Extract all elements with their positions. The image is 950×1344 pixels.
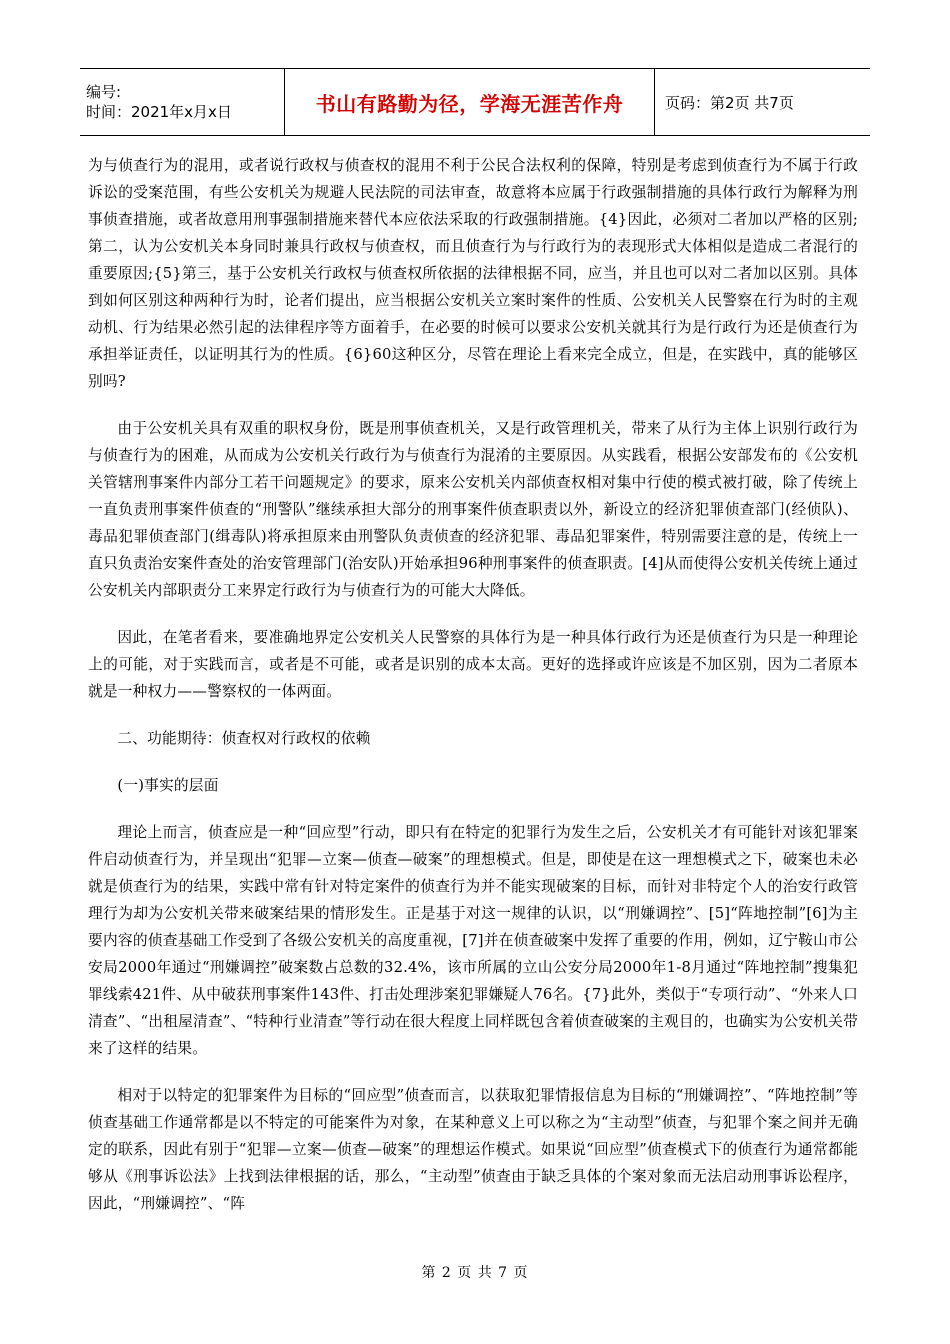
paragraph: 相对于以特定的犯罪案件为目标的“回应型”侦查而言，以获取犯罪情报信息为目标的“刑嫌调控”、“阵地控制”等侦查基础工作通常都是以不特定的可能案件为对象，在某种意义上可以称之为“主动型”侦查，与犯罪个案之间并无确定的联系，因此有别于“犯罪—立案—侦查—破案”的理想运作模式。如果说“回应型”侦查模式下的侦查行为通常都能够从《刑事诉讼法》上找到法律根据的话，那么，“主动型”侦查由于缺乏具体的个案对象而无法启动刑事诉讼程序，因此，“刑嫌调控”、“阵 <box>88 1087 858 1212</box>
header-page-label: 页码：第2页 共7页 <box>665 93 794 112</box>
document-body <box>88 152 858 1237</box>
header-page-cell <box>655 69 870 135</box>
paragraph: 由于公安机关具有双重的职权身份，既是刑事侦查机关，又是行政管理机关，带来了从行为主体上识别行政行为与侦查行为的困难，从而成为公安机关行政行为与侦查行为混淆的主要原因。从实践看，根据公安部发布的《公安机关管辖刑事案件内部分工若干问题规定》的要求，原来公安机关内部侦查权相对集中行使的模式被打破，除了传统上一直负责刑事案件侦查的“刑警队”继续承担大部分的刑事案件侦查职责以外，新设立的经济犯罪侦查部门(经侦队)、毒品犯罪侦查部门(缉毒队)将承担原来由刑警队负责侦查的经济犯罪、毒品犯罪案件，特别需要注意的是，传统上一直只负责治安案件查处的治安管理部门(治安队)开始承担96种刑事案件的侦查职责。[4]从而使得公安机关传统上通过公安机关内部职责分工来界定行政行为与侦查行为的可能大大降低。 <box>88 420 858 599</box>
paragraph: 为与侦查行为的混用，或者说行政权与侦查权的混用不利于公民合法权利的保障，特别是考虑到侦查行为不属于行政诉讼的受案范围，有些公安机关为规避人民法院的司法审查，故意将本应属于行政强制措施的具体行政行为解释为刑事侦查措施，或者故意用刑事强制措施来替代本应依法采取的行政强制措施。{4}因此，必须对二者加以严格的区别;第二，认为公安机关本身同时兼具行政权与侦查权，而且侦查行为与行政行为的表现形式大体相似是造成二者混行的重要原因;{5}第三，基于公安机关行政权与侦查权所依据的法律根据不同，应当，并且也可以对二者加以区别。具体到如何区别这种两种行为时，论者们提出，应当根据公安机关立案时案件的性质、公安机关人民警察在行为时的主观动机、行为结果必然引起的法律程序等方面着手，在必要的时候可以要求公安机关就其行为是行政行为还是侦查行为承担举证责任，以证明其行为的性质。{6}60这种区分，尽管在理论上看来完全成立，但是，在实践中，真的能够区别吗? <box>88 157 858 390</box>
header-meta <box>80 69 285 135</box>
paragraph: 因此，在笔者看来，要准确地界定公安机关人民警察的具体行为是一种具体行政行为还是侦查行为只是一种理论上的可能，对于实践而言，或者是不可能，或者是识别的成本太高。更好的选择或许应该是不加区别，因为二者原本就是一种权力——警察权的一体两面。 <box>88 629 858 700</box>
header-motto-cell <box>285 69 655 135</box>
subsection-heading: (一)事实的层面 <box>117 777 219 794</box>
header-motto: 书山有路勤为径，学海无涯苦作舟 <box>315 91 624 116</box>
document-time-label: 时间：2021年x月x日 <box>86 103 232 121</box>
section-heading: 二、功能期待：侦查权对行政权的依赖 <box>117 730 371 747</box>
page-header <box>80 68 870 136</box>
paragraph: 理论上而言，侦查应是一种“回应型”行动，即只有在特定的犯罪行为发生之后，公安机关才有可能针对该犯罪案件启动侦查行为，并呈现出“犯罪—立案—侦查—破案”的理想模式。但是，即使是在这一理想模式之下，破案也未必就是侦查行为的结果，实践中常有针对特定案件的侦查行为并不能实现破案的目标，而针对非特定个人的治安行政管理行为却为公安机关带来破案结果的情形发生。正是基于对这一规律的认识，以“刑嫌调控”、[5]“阵地控制”[6]为主要内容的侦查基础工作受到了各级公安机关的高度重视，[7]并在侦查破案中发挥了重要的作用，例如，辽宁鞍山市公安局2000年通过“刑嫌调控”破案数占总数的32.4%，该市所属的立山公安分局2000年1-8月通过“阵地控制”搜集犯罪线索421件、从中破获刑事案件143件、打击处理涉案犯罪嫌疑人76名。{7}此外，类似于“专项行动”、“外来人口清查”、“出租屋清查”、“特种行业清查”等行动在很大程度上同样既包含着侦查破案的主观目的，也确实为公安机关带来了这样的结果。 <box>88 824 858 1057</box>
document-number-label: 编号: <box>86 83 122 101</box>
page-footer: 第 2 页 共 7 页 <box>421 1265 529 1281</box>
